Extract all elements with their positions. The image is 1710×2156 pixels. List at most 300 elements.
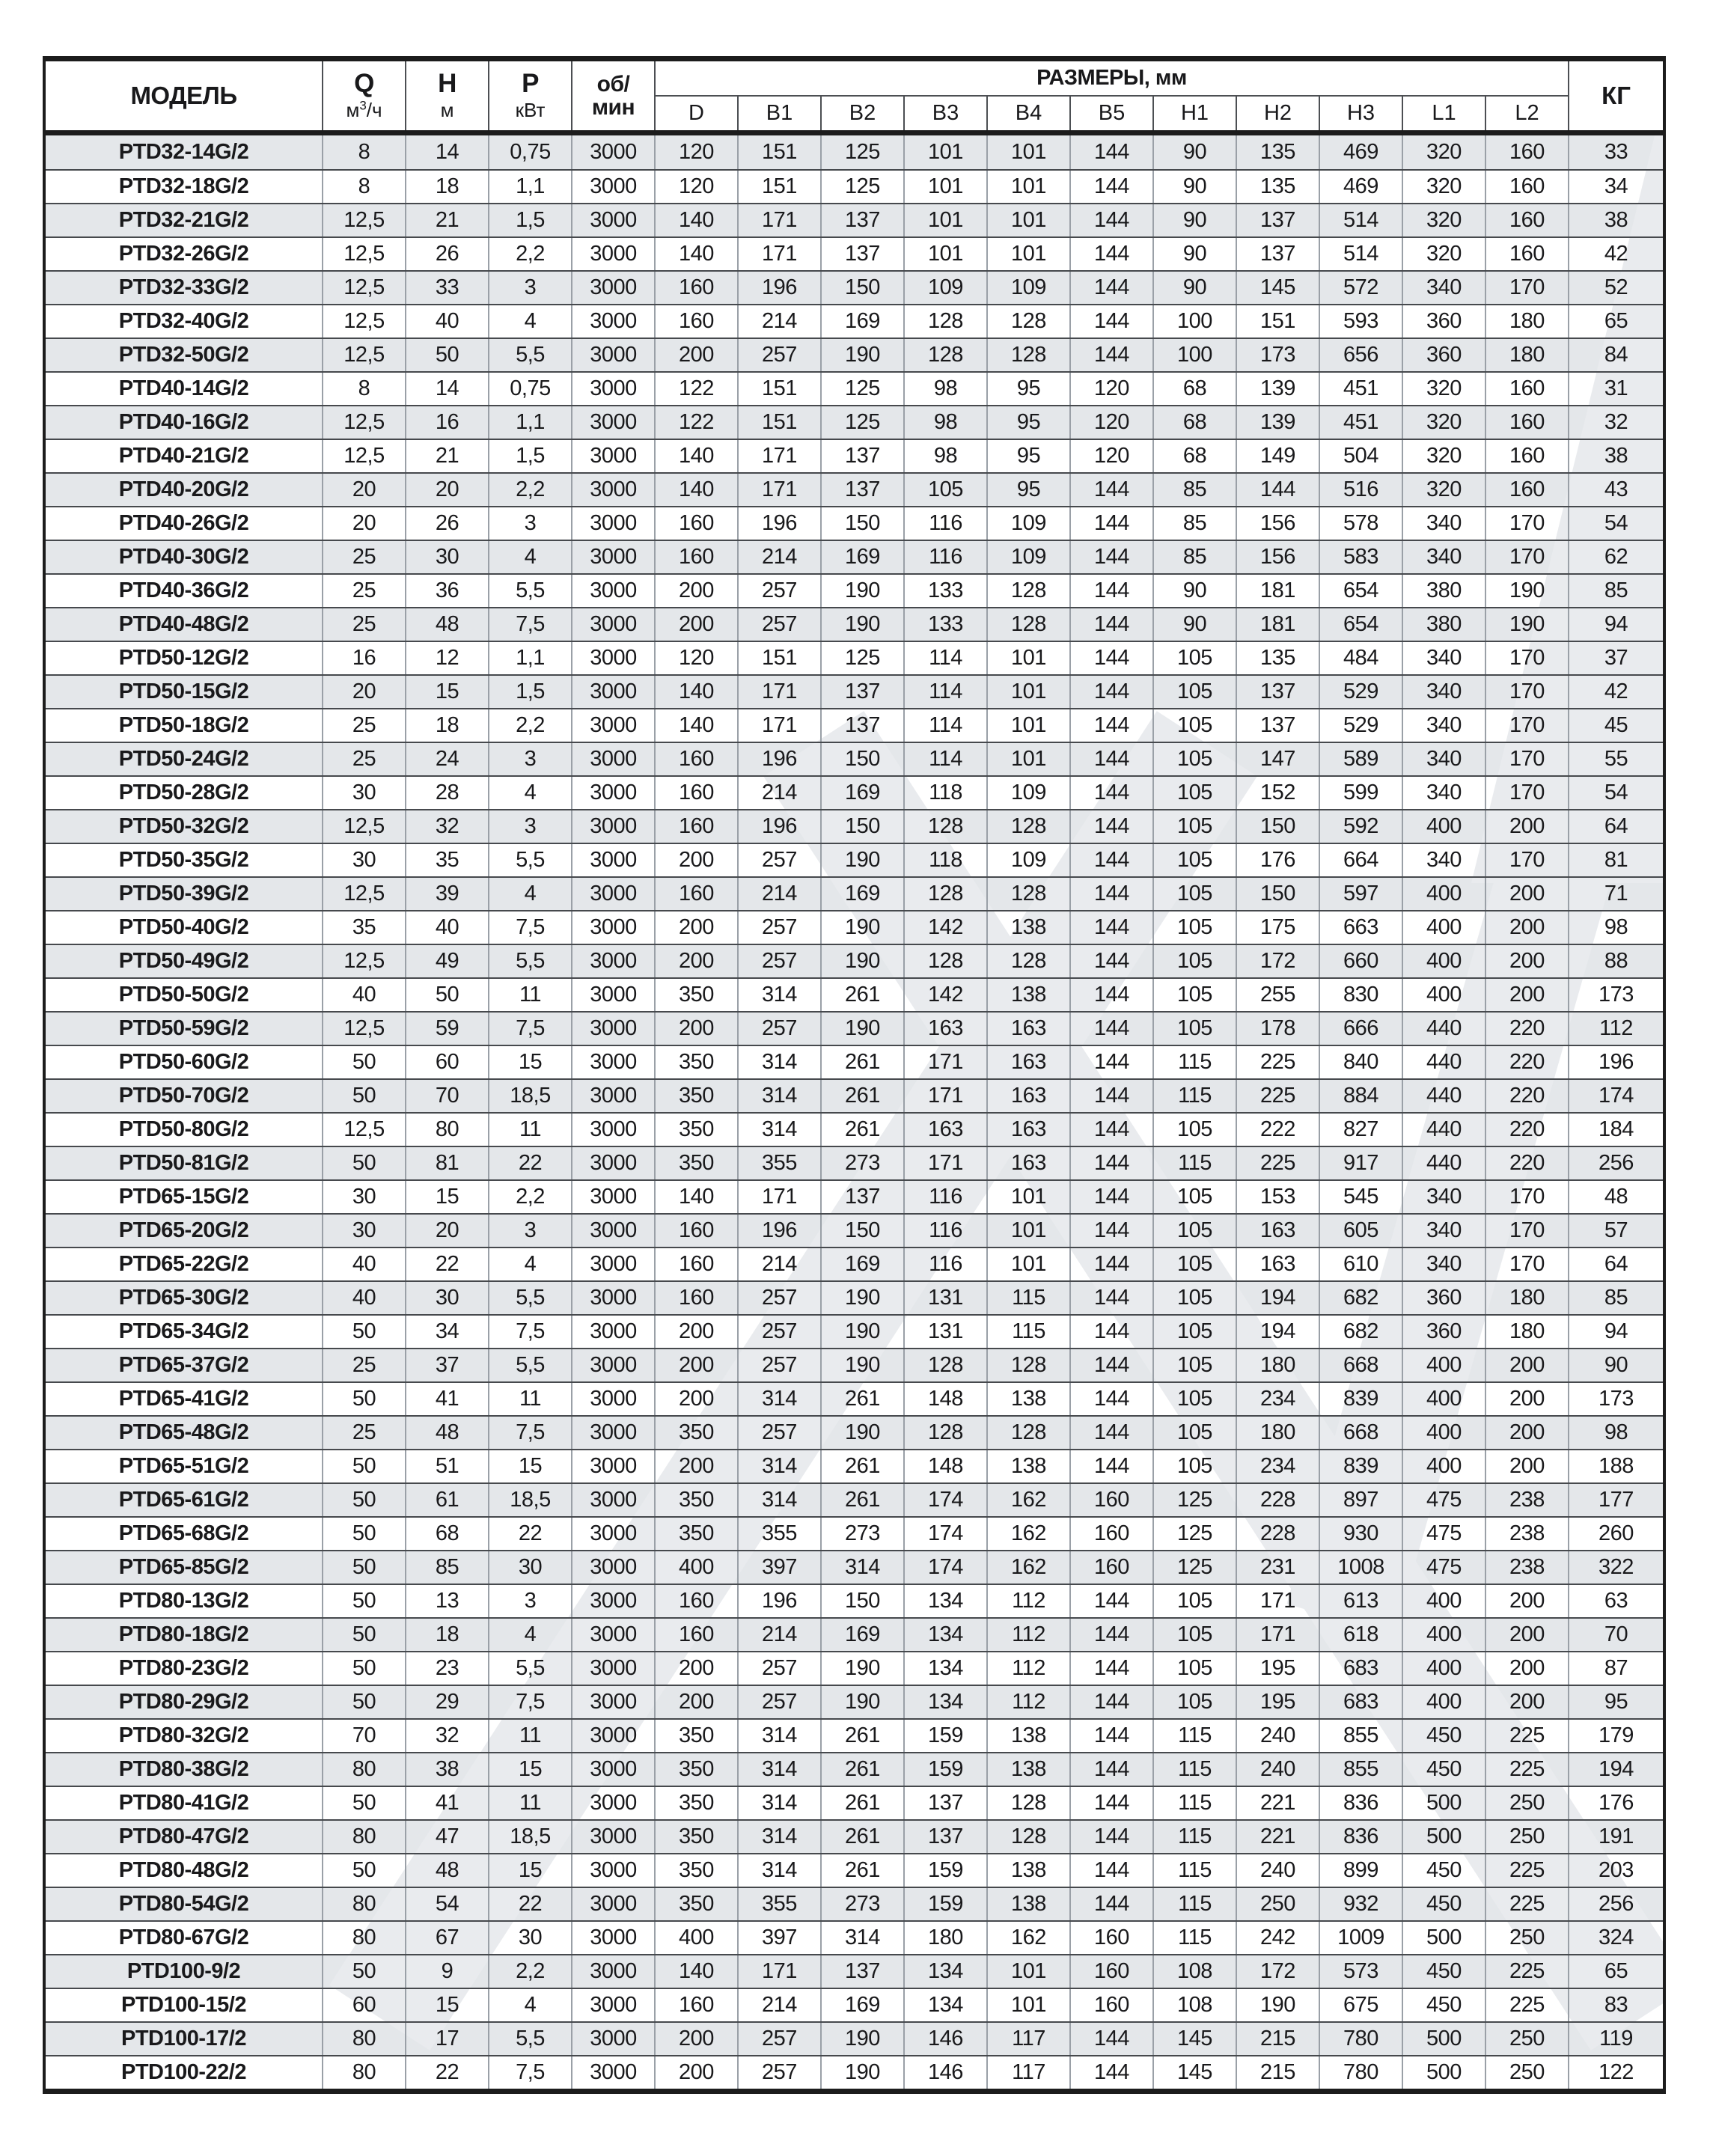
value-cell: 41 [405, 1383, 488, 1415]
value-cell: 225 [1236, 1147, 1319, 1179]
value-cell: 1,5 [488, 440, 571, 472]
value-cell: 3000 [571, 171, 654, 203]
value-cell: 380 [1402, 608, 1485, 641]
model-cell: PTD80-18G/2 [118, 1622, 249, 1646]
value-cell: 101 [986, 135, 1069, 169]
h-label: Н [438, 69, 456, 99]
value-cell: 234 [1236, 1450, 1319, 1482]
value-cell: 64 [1568, 1248, 1663, 1280]
table-row [46, 338, 1663, 371]
value-cell: 184 [1568, 1114, 1663, 1146]
value-cell: 80 [405, 1114, 488, 1146]
value-cell: 899 [1319, 1854, 1402, 1887]
value-cell: 49 [405, 945, 488, 977]
value-cell: 3000 [571, 305, 654, 338]
value-cell: 109 [986, 272, 1069, 304]
value-cell: 200 [654, 844, 737, 876]
value-cell: 12,5 [322, 339, 405, 371]
value-cell: 3000 [571, 1753, 654, 1786]
table-row [46, 1819, 1663, 1853]
value-cell: 200 [654, 2056, 737, 2089]
value-cell: 40 [405, 911, 488, 944]
value-cell: 162 [986, 1922, 1069, 1954]
value-cell: 138 [986, 1854, 1069, 1887]
value-cell: 142 [903, 979, 986, 1011]
value-cell: 214 [737, 777, 820, 809]
value-cell: 144 [1069, 2023, 1152, 2055]
value-cell: 95 [1568, 1686, 1663, 1718]
value-cell: 190 [1236, 1989, 1319, 2021]
value-cell: 181 [1236, 608, 1319, 641]
value-cell: 18 [405, 1619, 488, 1651]
table-row [46, 506, 1663, 540]
value-cell: 340 [1402, 777, 1485, 809]
value-cell: 3000 [571, 1619, 654, 1651]
value-cell: 190 [820, 1652, 903, 1685]
table-row [46, 1584, 1663, 1617]
value-cell: 3000 [571, 810, 654, 843]
value-cell: 128 [986, 339, 1069, 371]
value-cell: 3000 [571, 1417, 654, 1449]
value-cell: 135 [1236, 642, 1319, 674]
value-cell: 12,5 [322, 810, 405, 843]
table-row [46, 1685, 1663, 1718]
value-cell: 5,5 [488, 575, 571, 607]
value-cell: 18,5 [488, 1080, 571, 1112]
value-cell: 171 [737, 474, 820, 506]
model-cell: PTD32-50G/2 [118, 343, 249, 367]
value-cell: 131 [903, 1282, 986, 1314]
value-cell: 144 [1069, 777, 1152, 809]
value-cell: 171 [737, 440, 820, 472]
value-cell: 112 [986, 1652, 1069, 1685]
value-cell: 112 [986, 1585, 1069, 1617]
value-cell: 1,1 [488, 171, 571, 203]
value-cell: 30 [322, 777, 405, 809]
value-cell: 40 [322, 1248, 405, 1280]
value-cell: 3000 [571, 1080, 654, 1112]
value-cell: 151 [737, 135, 820, 169]
value-cell: 137 [1236, 238, 1319, 270]
value-cell: 128 [903, 945, 986, 977]
value-cell: 589 [1319, 743, 1402, 775]
value-cell: 3000 [571, 1013, 654, 1045]
value-cell: 12,5 [322, 238, 405, 270]
value-cell: 320 [1402, 135, 1485, 169]
value-cell: 220 [1485, 1080, 1568, 1112]
value-cell: 190 [820, 1013, 903, 1045]
value-cell: 196 [737, 507, 820, 540]
table-row [46, 236, 1663, 270]
value-cell: 200 [1485, 1686, 1568, 1718]
value-cell: 160 [1069, 1518, 1152, 1550]
value-cell: 95 [986, 440, 1069, 472]
value-cell: 222 [1236, 1114, 1319, 1146]
value-cell: 3000 [571, 1181, 654, 1213]
model-cell: PTD65-51G/2 [118, 1454, 249, 1478]
value-cell: 52 [1568, 272, 1663, 304]
value-cell: 105 [1152, 878, 1236, 910]
value-cell: 50 [322, 1854, 405, 1887]
value-cell: 36 [405, 575, 488, 607]
value-cell: 108 [1152, 1989, 1236, 2021]
value-cell: 115 [986, 1282, 1069, 1314]
value-cell: 15 [488, 1854, 571, 1887]
value-cell: 112 [986, 1619, 1069, 1651]
value-cell: 144 [1069, 1080, 1152, 1112]
value-cell: 145 [1152, 2023, 1236, 2055]
value-cell: 780 [1319, 2023, 1402, 2055]
value-cell: 150 [820, 743, 903, 775]
value-cell: 190 [820, 1349, 903, 1381]
value-cell: 682 [1319, 1316, 1402, 1348]
value-cell: 350 [654, 1147, 737, 1179]
value-cell: 214 [737, 541, 820, 573]
value-cell: 160 [1485, 238, 1568, 270]
value-cell: 128 [903, 305, 986, 338]
model-cell: PTD50-49G/2 [118, 949, 249, 973]
value-cell: 273 [820, 1147, 903, 1179]
value-cell: 32 [1568, 406, 1663, 439]
value-cell: 228 [1236, 1484, 1319, 1516]
value-cell: 836 [1319, 1787, 1402, 1819]
table-row [46, 1213, 1663, 1247]
table-row [46, 775, 1663, 809]
table-body [46, 135, 1663, 2089]
value-cell: 169 [820, 541, 903, 573]
value-cell: 30 [488, 1922, 571, 1954]
value-cell: 41 [405, 1787, 488, 1819]
value-cell: 95 [986, 373, 1069, 405]
model-cell: PTD100-9/2 [126, 1959, 241, 1983]
model-cell: PTD50-40G/2 [118, 915, 249, 939]
value-cell: 350 [654, 979, 737, 1011]
value-cell: 194 [1568, 1753, 1663, 1786]
value-cell: 18,5 [488, 1821, 571, 1853]
value-cell: 400 [1402, 1585, 1485, 1617]
value-cell: 324 [1568, 1922, 1663, 1954]
value-cell: 105 [1152, 979, 1236, 1011]
value-cell: 98 [1568, 911, 1663, 944]
table-row [46, 1247, 1663, 1280]
value-cell: 70 [1568, 1619, 1663, 1651]
value-cell: 261 [820, 1753, 903, 1786]
table-row [46, 1078, 1663, 1112]
value-cell: 9 [405, 1955, 488, 1988]
value-cell: 360 [1402, 305, 1485, 338]
value-cell: 148 [903, 1383, 986, 1415]
value-cell: 144 [1069, 1383, 1152, 1415]
value-cell: 171 [1236, 1585, 1319, 1617]
value-cell: 144 [1069, 1215, 1152, 1247]
value-cell: 340 [1402, 1215, 1485, 1247]
model-cell: PTD65-68G/2 [118, 1521, 249, 1545]
value-cell: 85 [1568, 1282, 1663, 1314]
value-cell: 5,5 [488, 1282, 571, 1314]
value-cell: 108 [1152, 1955, 1236, 1988]
value-cell: 50 [322, 1551, 405, 1584]
value-cell: 231 [1236, 1551, 1319, 1584]
value-cell: 105 [1152, 945, 1236, 977]
value-cell: 90 [1568, 1349, 1663, 1381]
column-header-rpm [571, 61, 654, 130]
value-cell: 151 [737, 642, 820, 674]
column-header-model: МОДЕЛЬ [130, 81, 237, 109]
value-cell: 50 [405, 979, 488, 1011]
value-cell: 114 [903, 709, 986, 742]
value-cell: 355 [737, 1147, 820, 1179]
value-cell: 138 [986, 1753, 1069, 1786]
value-cell: 3000 [571, 1720, 654, 1752]
value-cell: 29 [405, 1686, 488, 1718]
value-cell: 340 [1402, 1248, 1485, 1280]
model-cell: PTD65-15G/2 [118, 1185, 249, 1209]
value-cell: 668 [1319, 1417, 1402, 1449]
value-cell: 516 [1319, 474, 1402, 506]
value-cell: 144 [1069, 743, 1152, 775]
value-cell: 150 [820, 507, 903, 540]
value-cell: 151 [737, 373, 820, 405]
value-cell: 7,5 [488, 1686, 571, 1718]
model-cell: PTD65-22G/2 [118, 1252, 249, 1276]
value-cell: 314 [737, 1854, 820, 1887]
value-cell: 605 [1319, 1215, 1402, 1247]
value-cell: 160 [1069, 1989, 1152, 2021]
column-header-q [322, 61, 405, 130]
size-column-header: H3 [1319, 97, 1402, 130]
value-cell: 18 [405, 171, 488, 203]
value-cell: 397 [737, 1922, 820, 1954]
value-cell: 140 [654, 474, 737, 506]
value-cell: 572 [1319, 272, 1402, 304]
value-cell: 85 [405, 1551, 488, 1584]
value-cell: 257 [737, 1013, 820, 1045]
value-cell: 3000 [571, 1888, 654, 1920]
table-row [46, 708, 1663, 742]
value-cell: 98 [1568, 1417, 1663, 1449]
value-cell: 105 [1152, 1349, 1236, 1381]
model-cell: PTD65-61G/2 [118, 1488, 249, 1512]
value-cell: 137 [903, 1787, 986, 1819]
value-cell: 440 [1402, 1046, 1485, 1078]
table-row [46, 1988, 1663, 2021]
value-cell: 117 [986, 2023, 1069, 2055]
value-cell: 314 [737, 1720, 820, 1752]
value-cell: 0,75 [488, 135, 571, 169]
value-cell: 42 [1568, 238, 1663, 270]
value-cell: 179 [1568, 1720, 1663, 1752]
value-cell: 160 [1069, 1484, 1152, 1516]
model-cell: PTD80-32G/2 [118, 1723, 249, 1747]
value-cell: 613 [1319, 1585, 1402, 1617]
value-cell: 30 [405, 541, 488, 573]
value-cell: 3 [488, 507, 571, 540]
value-cell: 15 [488, 1046, 571, 1078]
value-cell: 350 [654, 1114, 737, 1146]
value-cell: 144 [1069, 878, 1152, 910]
value-cell: 128 [986, 305, 1069, 338]
value-cell: 68 [1152, 373, 1236, 405]
value-cell: 109 [986, 777, 1069, 809]
value-cell: 261 [820, 1821, 903, 1853]
value-cell: 125 [820, 642, 903, 674]
value-cell: 190 [820, 911, 903, 944]
value-cell: 50 [322, 1585, 405, 1617]
value-cell: 116 [903, 1181, 986, 1213]
model-cell: PTD50-15G/2 [118, 680, 249, 703]
value-cell: 215 [1236, 2056, 1319, 2089]
value-cell: 144 [1069, 844, 1152, 876]
value-cell: 12,5 [322, 878, 405, 910]
value-cell: 122 [654, 373, 737, 405]
value-cell: 162 [986, 1518, 1069, 1550]
value-cell: 340 [1402, 642, 1485, 674]
value-cell: 171 [737, 709, 820, 742]
value-cell: 3 [488, 810, 571, 843]
value-cell: 144 [1069, 1821, 1152, 1853]
value-cell: 203 [1568, 1854, 1663, 1887]
value-cell: 261 [820, 1720, 903, 1752]
value-cell: 171 [903, 1080, 986, 1112]
value-cell: 160 [654, 1989, 737, 2021]
value-cell: 257 [737, 1316, 820, 1348]
value-cell: 225 [1485, 1854, 1568, 1887]
value-cell: 174 [903, 1484, 986, 1516]
table-row [46, 1786, 1663, 1819]
value-cell: 25 [322, 743, 405, 775]
value-cell: 618 [1319, 1619, 1402, 1651]
value-cell: 144 [1069, 507, 1152, 540]
value-cell: 125 [820, 373, 903, 405]
model-cell: PTD32-18G/2 [118, 174, 249, 198]
value-cell: 160 [654, 777, 737, 809]
value-cell: 360 [1402, 1282, 1485, 1314]
value-cell: 60 [405, 1046, 488, 1078]
value-cell: 68 [405, 1518, 488, 1550]
value-cell: 200 [1485, 945, 1568, 977]
value-cell: 314 [737, 1046, 820, 1078]
value-cell: 170 [1485, 709, 1568, 742]
value-cell: 114 [903, 642, 986, 674]
value-cell: 7,5 [488, 608, 571, 641]
value-cell: 50 [322, 1619, 405, 1651]
table-row [46, 405, 1663, 439]
value-cell: 173 [1568, 979, 1663, 1011]
value-cell: 144 [1069, 1349, 1152, 1381]
value-cell: 273 [820, 1888, 903, 1920]
value-cell: 196 [737, 1215, 820, 1247]
value-cell: 593 [1319, 305, 1402, 338]
value-cell: 214 [737, 1248, 820, 1280]
value-cell: 21 [405, 440, 488, 472]
value-cell: 20 [322, 676, 405, 708]
table-row [46, 742, 1663, 775]
value-cell: 125 [820, 171, 903, 203]
value-cell: 144 [1069, 945, 1152, 977]
value-cell: 85 [1152, 474, 1236, 506]
value-cell: 475 [1402, 1518, 1485, 1550]
value-cell: 214 [737, 1619, 820, 1651]
value-cell: 195 [1236, 1686, 1319, 1718]
value-cell: 133 [903, 608, 986, 641]
value-cell: 200 [654, 339, 737, 371]
value-cell: 5,5 [488, 945, 571, 977]
value-cell: 163 [903, 1013, 986, 1045]
value-cell: 340 [1402, 743, 1485, 775]
value-cell: 170 [1485, 844, 1568, 876]
value-cell: 11 [488, 979, 571, 1011]
value-cell: 115 [1152, 1821, 1236, 1853]
table-row [46, 169, 1663, 203]
value-cell: 109 [986, 541, 1069, 573]
value-cell: 340 [1402, 844, 1485, 876]
value-cell: 50 [322, 1080, 405, 1112]
value-cell: 105 [1152, 1282, 1236, 1314]
value-cell: 153 [1236, 1181, 1319, 1213]
value-cell: 12,5 [322, 440, 405, 472]
model-cell: PTD80-38G/2 [118, 1757, 249, 1781]
model-cell: PTD40-20G/2 [118, 477, 249, 501]
value-cell: 116 [903, 507, 986, 540]
value-cell: 1,1 [488, 642, 571, 674]
value-cell: 1,5 [488, 204, 571, 236]
value-cell: 190 [820, 339, 903, 371]
value-cell: 3000 [571, 1248, 654, 1280]
value-cell: 4 [488, 1248, 571, 1280]
value-cell: 50 [322, 1450, 405, 1482]
value-cell: 257 [737, 608, 820, 641]
value-cell: 257 [737, 1652, 820, 1685]
value-cell: 15 [488, 1753, 571, 1786]
value-cell: 50 [405, 339, 488, 371]
value-cell: 162 [986, 1551, 1069, 1584]
value-cell: 105 [903, 474, 986, 506]
value-cell: 4 [488, 878, 571, 910]
value-cell: 128 [903, 1417, 986, 1449]
table-row [46, 270, 1663, 304]
model-cell: PTD80-41G/2 [118, 1791, 249, 1815]
value-cell: 2,2 [488, 474, 571, 506]
value-cell: 1,5 [488, 676, 571, 708]
value-cell: 2,2 [488, 238, 571, 270]
value-cell: 4 [488, 305, 571, 338]
value-cell: 65 [1568, 1955, 1663, 1988]
value-cell: 180 [1485, 305, 1568, 338]
value-cell: 360 [1402, 1316, 1485, 1348]
value-cell: 144 [1069, 1686, 1152, 1718]
table-row [46, 1954, 1663, 1988]
value-cell: 180 [1236, 1349, 1319, 1381]
value-cell: 930 [1319, 1518, 1402, 1550]
value-cell: 175 [1236, 911, 1319, 944]
value-cell: 98 [903, 373, 986, 405]
value-cell: 3000 [571, 1484, 654, 1516]
value-cell: 138 [986, 911, 1069, 944]
value-cell: 350 [654, 1888, 737, 1920]
value-cell: 105 [1152, 1316, 1236, 1348]
value-cell: 90 [1152, 135, 1236, 169]
value-cell: 114 [903, 676, 986, 708]
value-cell: 105 [1152, 1585, 1236, 1617]
value-cell: 170 [1485, 1248, 1568, 1280]
value-cell: 116 [903, 1215, 986, 1247]
value-cell: 105 [1152, 676, 1236, 708]
model-cell: PTD50-81G/2 [118, 1151, 249, 1175]
value-cell: 33 [405, 272, 488, 304]
value-cell: 8 [322, 373, 405, 405]
value-cell: 592 [1319, 810, 1402, 843]
table-row [46, 977, 1663, 1011]
